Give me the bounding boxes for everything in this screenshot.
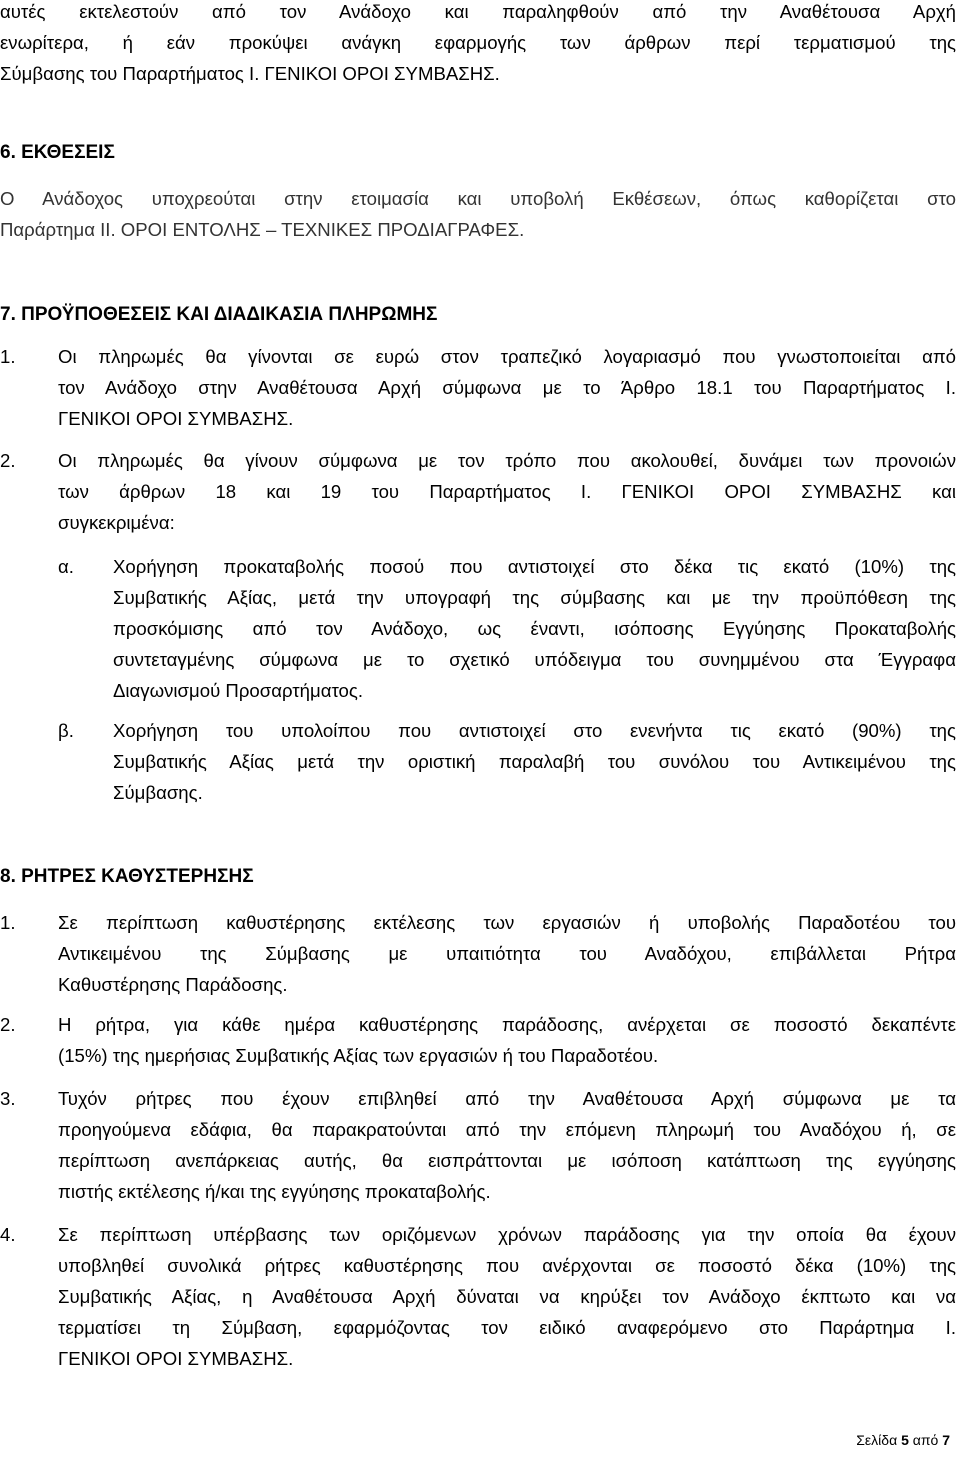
item-number: 1. [0,346,16,367]
text-line: Συμβατικής Αξίας μετά την οριστική παραλαβή του συνόλου του Αντικειμένου της [113,751,956,772]
text-line: Παράρτημα ΙΙ. ΟΡΟΙ ΕΝΤΟΛΗΣ – ΤΕΧΝΙΚΕΣ ΠΡΟΔΙΑΓΡΑΦΕΣ. [0,219,525,240]
section-7-heading: 7. ΠΡΟΫΠΟΘΕΣΕΙΣ ΚΑΙ ΔΙΑΔΙΚΑΣΙΑ ΠΛΗΡΩΜΗΣ [0,304,438,325]
text-line: Σε περίπτωση υπέρβασης των οριζόμενων χρόνων παράδοσης για την οποία θα έχουν [58,1224,956,1245]
footer-page-total: 7 [942,1432,950,1448]
item-text [58,1083,956,1207]
text-line: Η ρήτρα, για κάθε ημέρα καθυστέρησης παράδοσης, ανέρχεται σε ποσοστό δεκαπέντε [58,1014,956,1035]
text-line: συντεταγμένης σύμφωνα με το σχετικό υπόδειγμα του συνημμένου στα Έγγραφα [113,649,956,670]
subitem-text [113,715,956,808]
text-line: (15%) της ημερήσιας Συμβατικής Αξίας των εργασιών ή του Παραδοτέου. [58,1045,659,1066]
text-line: τον Ανάδοχο στην Αναθέτουσα Αρχή σύμφωνα με το Άρθρο 18.1 του Παραρτήματος Ι. [58,377,956,398]
item-number: 2. [0,450,16,471]
text-line: ενωρίτερα, ή εάν προκύψει ανάγκη εφαρμογής των άρθρων περί τερματισμού της [0,32,956,53]
text-line: Συμβατικής Αξίας, η Αναθέτουσα Αρχή δύναται να κηρύξει τον Ανάδοχο έκπτωτο και να [58,1286,956,1307]
text-line: Σύμβασης του Παραρτήματος Ι. ΓΕΝΙΚΟΙ ΟΡΟΙ ΣΥΜΒΑΣΗΣ. [0,63,500,84]
item-text [58,1219,956,1374]
text-line: Χορήγηση του υπολοίπου που αντιστοιχεί στο ενενήντα τις εκατό (90%) της [113,720,956,741]
item-text [58,445,956,538]
text-line: Διαγωνισμού Προσαρτήματος. [113,680,363,701]
text-line: πιστής εκτέλεσης ή/και της εγγύησης προκαταβολής. [58,1181,491,1202]
item-number: 4. [0,1224,16,1245]
text-line: προσκόμισης από τον Ανάδοχο, ως έναντι, ισόποσης Εγγύησης Προκαταβολής [113,618,956,639]
text-line: Οι πληρωμές θα γίνουν σύμφωνα με τον τρόπο που ακολουθεί, δυνάμει των προνοιών [58,450,956,471]
text-line: Χορήγηση προκαταβολής ποσού που αντιστοιχεί στο δέκα τις εκατό (10%) της [113,556,956,577]
subitem-letter: α. [58,556,74,577]
section-8-heading: 8. ΡΗΤΡΕΣ ΚΑΘΥΣΤΕΡΗΣΗΣ [0,866,254,887]
item-text [58,907,956,1000]
text-line: υποβληθεί συνολικά ρήτρες καθυστέρησης που ανέρχονται σε ποσοστό δέκα (10%) της [58,1255,956,1276]
text-line: Τυχόν ρήτρες που έχουν επιβληθεί από την Αναθέτουσα Αρχή σύμφωνα με τα [58,1088,956,1109]
text-line: Σε περίπτωση καθυστέρησης εκτέλεσης των εργασιών ή υποβολής Παραδοτέου του [58,912,956,933]
text-line: συγκεκριμένα: [58,512,175,533]
text-line: προηγούμενα εδάφια, θα παρακρατούνται από την επόμενη πληρωμή του Αναδόχου ή, σε [58,1119,956,1140]
text-line: ΓΕΝΙΚΟΙ ΟΡΟΙ ΣΥΜΒΑΣΗΣ. [58,408,294,429]
item-text [58,341,956,434]
item-number: 2. [0,1014,16,1035]
footer-prefix: Σελίδα [856,1432,902,1448]
text-line: ΓΕΝΙΚΟΙ ΟΡΟΙ ΣΥΜΒΑΣΗΣ. [58,1348,294,1369]
intro-paragraph [0,0,956,89]
text-line: Καθυστέρησης Παράδοσης. [58,974,288,995]
text-line: Αντικειμένου της Σύμβασης με υπαιτιότητα του Αναδόχου, επιβάλλεται Ρήτρα [58,943,956,964]
text-line: Σύμβασης. [113,782,203,803]
subitem-letter: β. [58,720,74,741]
item-number: 1. [0,912,16,933]
item-text [58,1009,956,1071]
section-6-paragraph [0,183,956,245]
text-line: Συμβατικής Αξίας, μετά την υπογραφή της σύμβασης και με την προϋπόθεση της [113,587,956,608]
text-line: τερματίσει τη Σύμβαση, εφαρμόζοντας τον ειδικό αναφερόμενο στο Παράρτημα Ι. [58,1317,956,1338]
footer-middle: από [908,1432,943,1448]
text-line: αυτές εκτελεστούν από τον Ανάδοχο και παραληφθούν από την Αναθέτουσα Αρχή [0,1,956,22]
item-number: 3. [0,1088,16,1109]
text-line: Οι πληρωμές θα γίνονται σε ευρώ στον τραπεζικό λογαριασμό που γνωστοποιείται από [58,346,956,367]
text-line: περίπτωση ανεπάρκειας αυτής, θα εισπράττονται με ισόποση κατάπτωση της εγγύησης [58,1150,956,1171]
text-line: Ο Ανάδοχος υποχρεούται στην ετοιμασία και υποβολή Εκθέσεων, όπως καθορίζεται στο [0,188,956,209]
section-6-heading: 6. ΕΚΘΕΣΕΙΣ [0,142,115,163]
page-footer [856,1432,950,1448]
text-line: των άρθρων 18 και 19 του Παραρτήματος Ι. ΓΕΝΙΚΟΙ ΟΡΟΙ ΣΥΜΒΑΣΗΣ και [58,481,956,502]
subitem-text [113,551,956,706]
footer-page-number: 5 [901,1432,909,1448]
